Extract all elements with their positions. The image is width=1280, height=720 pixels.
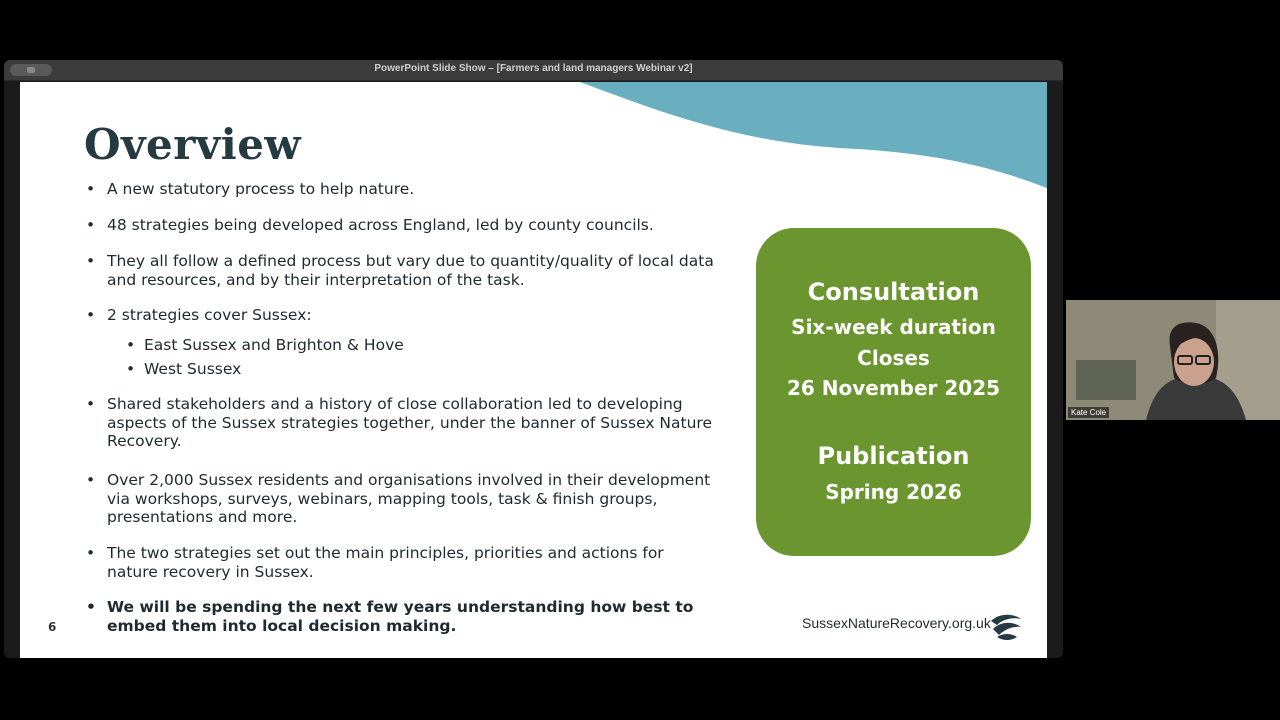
sussex-nature-recovery-logo-icon — [989, 611, 1023, 643]
consultation-callout — [756, 228, 1031, 556]
bullet-item: • 2 strategies cover Sussex: — [86, 306, 717, 325]
participant-name-tag: Kate Cole — [1068, 407, 1109, 418]
bullet-item: • Shared stakeholders and a history of close collaboration led to developing aspects of the Sussex strategies together, under the banner of Sussex Nature Recovery. — [86, 395, 717, 451]
participant-video-tile[interactable] — [1066, 300, 1280, 420]
participant-video-feed — [1066, 300, 1280, 420]
bullet-item: • The two strategies set out the main principles, priorities and actions for nature recovery in Sussex. — [86, 544, 717, 581]
bullet-item: • Over 2,000 Sussex residents and organisations involved in their development via workshops, surveys, webinars, mapping tools, task & finish groups, presentations and more. — [86, 471, 717, 527]
callout-heading-publication: Publication — [817, 442, 970, 470]
presentation-slide[interactable] — [20, 82, 1047, 658]
bullet-item-emphasis: • We will be spending the next few years understanding how best to embed them into local decision making. — [86, 598, 717, 635]
slideshow-window — [4, 60, 1063, 658]
callout-heading-consultation: Consultation — [807, 278, 980, 306]
bullet-item: • They all follow a defined process but vary due to quantity/quality of local data and resources, and by their interpretation of the task. — [86, 252, 717, 289]
sub-bullet-item: • East Sussex and Brighton & Hove — [126, 336, 404, 354]
bullet-item: • A new statutory process to help nature. — [86, 180, 717, 199]
slide-number: 6 — [48, 620, 57, 634]
callout-duration: Six-week duration — [791, 315, 996, 339]
window-titlebar[interactable] — [4, 60, 1063, 81]
sub-bullet-item: • West Sussex — [126, 360, 241, 378]
slide-title: Overview — [84, 120, 302, 169]
window-title: PowerPoint Slide Show – [Farmers and land managers Webinar v2] — [374, 63, 693, 74]
bullet-item: • 48 strategies being developed across England, led by county councils. — [86, 216, 717, 235]
callout-publication-date: Spring 2026 — [825, 480, 962, 504]
callout-close-date: 26 November 2025 — [786, 376, 1001, 400]
website-url: SussexNatureRecovery.org.uk — [802, 615, 991, 631]
callout-closes-label: Closes — [857, 346, 930, 370]
